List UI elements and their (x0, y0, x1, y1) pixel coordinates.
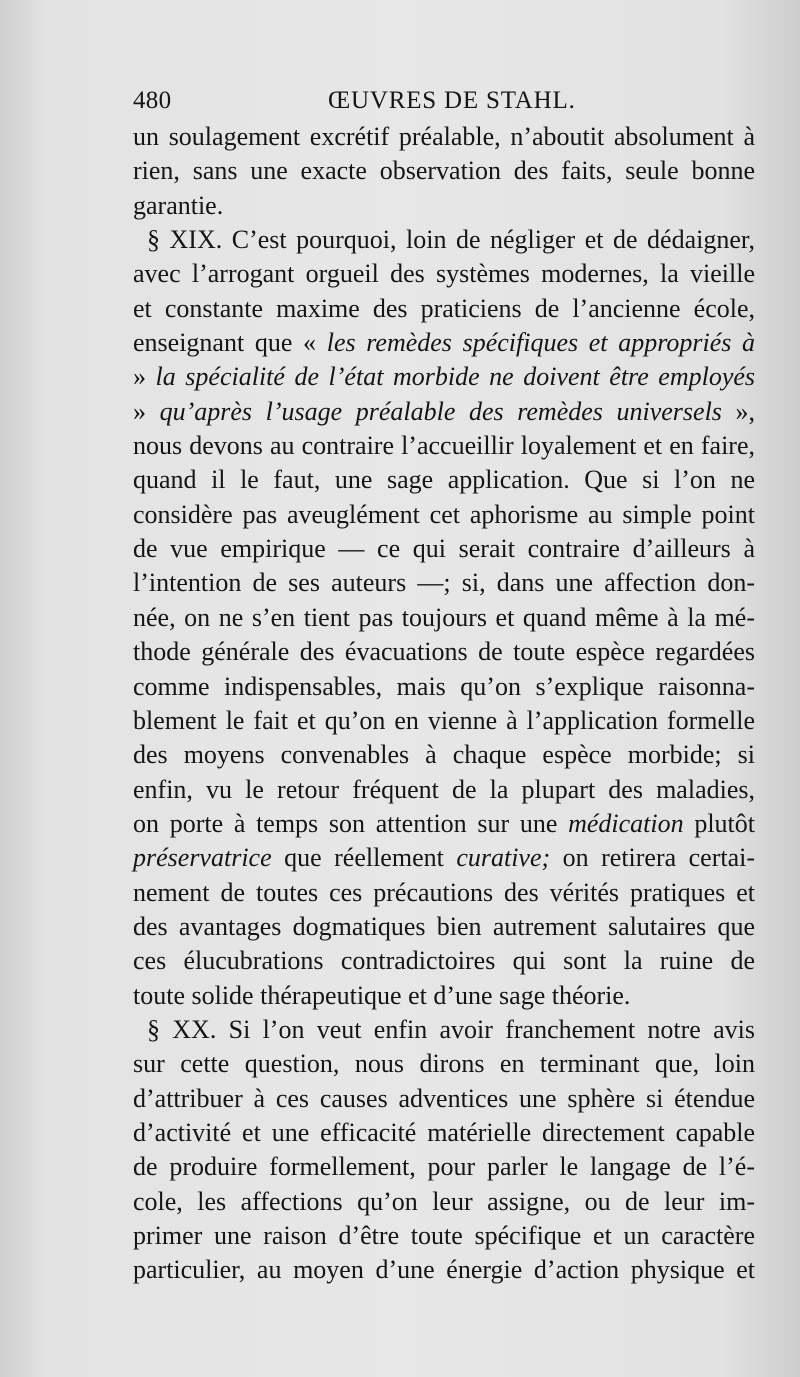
text-line: née, on ne s’en tient pas toujours et quand même à la mé- (133, 602, 755, 632)
section-heading-line: § XIX. C’est pourquoi, loin de négliger et de dédaigner, (147, 225, 755, 255)
text-line: quand il le faut, une sage application. Que si l’on ne (133, 465, 755, 495)
text-line: sur cette question, nous dirons en terminant que, loin (133, 1049, 755, 1079)
text-line: enfin, vu le retour fréquent de la plupart des maladies, (133, 774, 755, 804)
text-line: l’intention de ses auteurs —; si, dans une affection don- (133, 568, 755, 598)
text-line: et constante maxime des praticiens de l’ancienne école, (133, 293, 755, 323)
text-line: de produire formellement, pour parler le langage de l’é- (133, 1152, 755, 1182)
text-line: particulier, au moyen d’une énergie d’action physique et (133, 1255, 755, 1285)
text-line: cole, les affections qu’on leur assigne, ou de leur im- (133, 1186, 755, 1216)
section-heading-line: § XX. Si l’on veut enfin avoir franchement notre avis (147, 1014, 755, 1044)
text-line: toute solide thérapeutique et d’une sage théorie. (133, 980, 631, 1010)
book-title: ŒUVRES DE STAHL. (328, 87, 576, 114)
text-line: ces élucubrations contradictoires qui sont la ruine de (133, 946, 755, 976)
text-line: nement de toutes ces précautions des vérités pratiques et (133, 877, 755, 907)
text-line: comme indispensables, mais qu’on s’explique raisonna- (133, 671, 755, 701)
text-line: blement le fait et qu’on en vienne à l’application formelle (133, 705, 755, 735)
page-number: 480 (133, 87, 172, 114)
text-line: » la spécialité de l’état morbide ne doivent être employés (133, 362, 756, 392)
text-line: considère pas aveuglément cet aphorisme au simple point (133, 499, 755, 529)
text-line: thode générale des évacuations de toute espèce regardées (133, 637, 755, 667)
text-line: des avantages dogmatiques bien autrement salutaires que (133, 911, 755, 941)
text-line: enseignant que « les remèdes spécifiques et appropriés à (133, 328, 756, 358)
text-line: de vue empirique — ce qui serait contraire d’ailleurs à (133, 534, 755, 564)
text-line: d’attribuer à ces causes adventices une sphère si étendue (133, 1083, 755, 1113)
text-line: rien, sans une exacte observation des faits, seule bonne (133, 156, 755, 186)
body-text (133, 120, 755, 1288)
running-head (133, 84, 753, 118)
text-line: on porte à temps son attention sur une médication plutôt (133, 808, 755, 838)
text-line: un soulagement excrétif préalable, n’aboutit absolument à (133, 122, 755, 151)
text-line: primer une raison d’être toute spécifique et un caractère (133, 1221, 755, 1250)
text-line: d’activité et une efficacité matérielle directement capable (133, 1117, 755, 1147)
text-line: des moyens convenables à chaque espèce morbide; si (133, 740, 755, 770)
text-line: garantie. (133, 190, 224, 220)
text-line: avec l’arrogant orgueil des systèmes modernes, la vieille (133, 259, 755, 289)
text-line: préservatrice que réellement curative; on retirera certai- (133, 843, 756, 873)
text-line: nous devons au contraire l’accueillir loyalement et en faire, (133, 431, 755, 461)
text-line: » qu’après l’usage préalable des remèdes universels », (133, 396, 756, 426)
